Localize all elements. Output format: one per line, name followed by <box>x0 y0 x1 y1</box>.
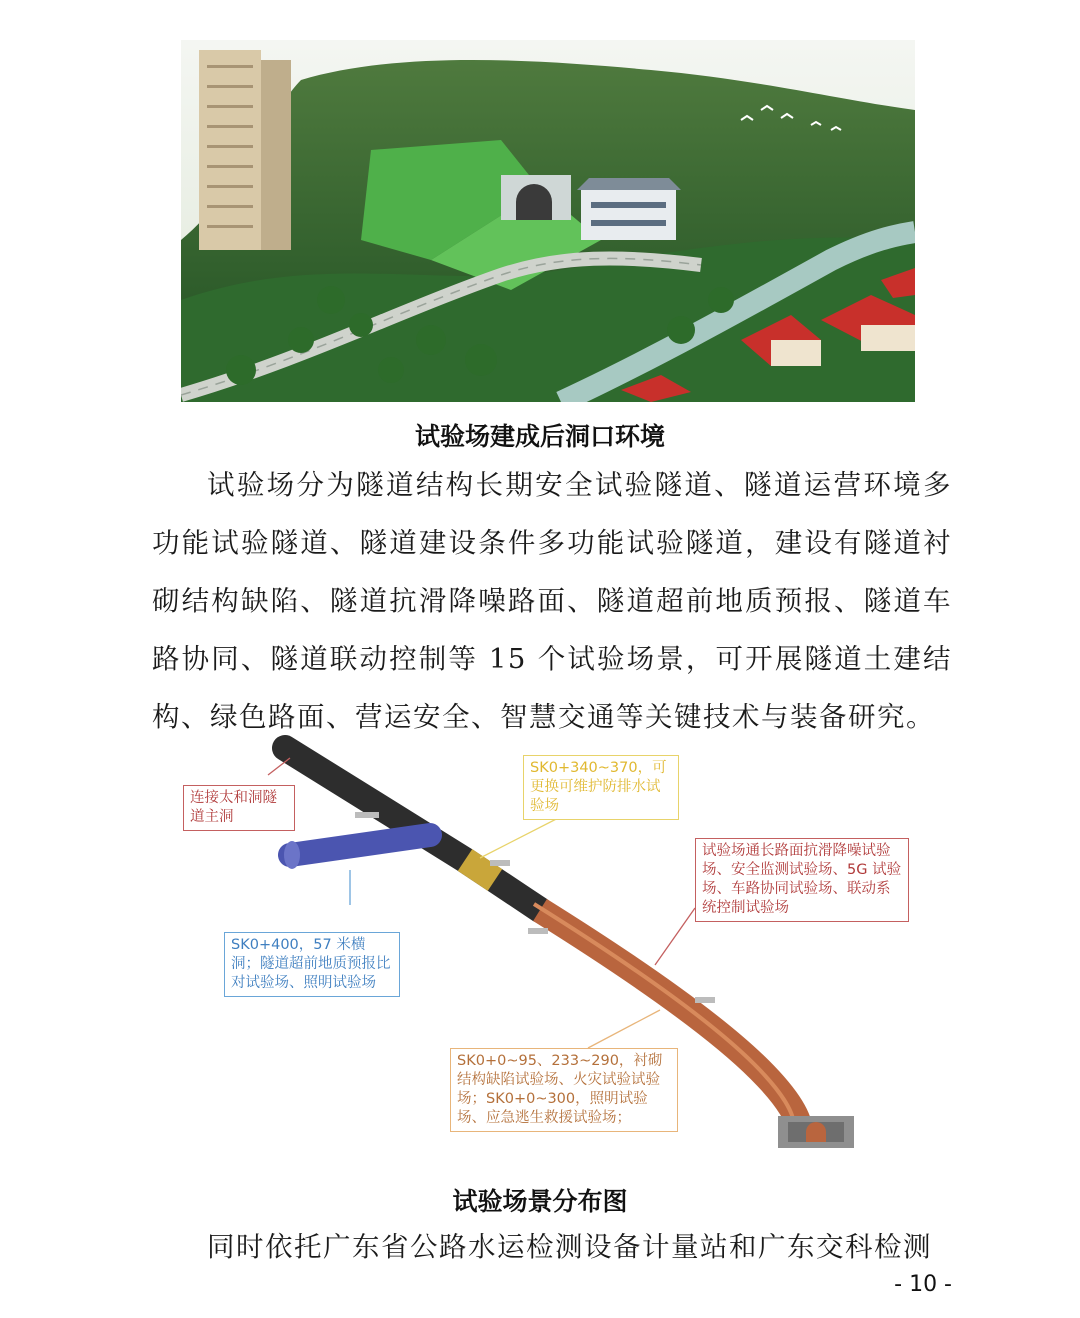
label-sk095: SK0+0~95、233~290，衬砌结构缺陷试验场、火灾试验试验场；SK0+0~300，照明试验场、应急逃生救援试验场； <box>450 1048 678 1132</box>
label-sk400: SK0+400，57 米横洞；隧道超前地质预报比对试验场、照明试验场 <box>224 932 400 997</box>
label-sk340: SK0+340~370，可更换可维护防排水试验场 <box>523 755 679 820</box>
photo-caption: 试验场建成后洞口环境 <box>414 422 665 451</box>
tunnel-portal-photo <box>181 40 915 402</box>
label-main-tunnel: 连接太和洞隧道主洞 <box>183 785 295 831</box>
body-paragraph-2: 同时依托广东省公路水运检测设备计量站和广东交科检测 <box>207 1231 932 1263</box>
page-number: - 10 - <box>894 1272 952 1297</box>
body-paragraph-1: 试验场分为隧道结构长期安全试验隧道、隧道运营环境多功能试验隧道、隧道建设条件多功能试验隧道，建设有隧道衬砌结构缺陷、隧道抗滑降噪路面、隧道超前地质预报、隧道车路协同、隧道联动控制等 15 个试验场景，可开展隧道土建结构、绿色路面、营运安全、智慧交通等关键技术与装备研究。 <box>152 469 952 733</box>
aerial-rendering-image <box>181 40 915 402</box>
test-scene-diagram <box>150 730 930 1170</box>
diagram-caption: 试验场景分布图 <box>452 1187 628 1216</box>
label-full-length: 试验场通长路面抗滑降噪试验场、安全监测试验场、5G 试验场、车路协同试验场、联动系统控制试验场 <box>695 838 909 922</box>
